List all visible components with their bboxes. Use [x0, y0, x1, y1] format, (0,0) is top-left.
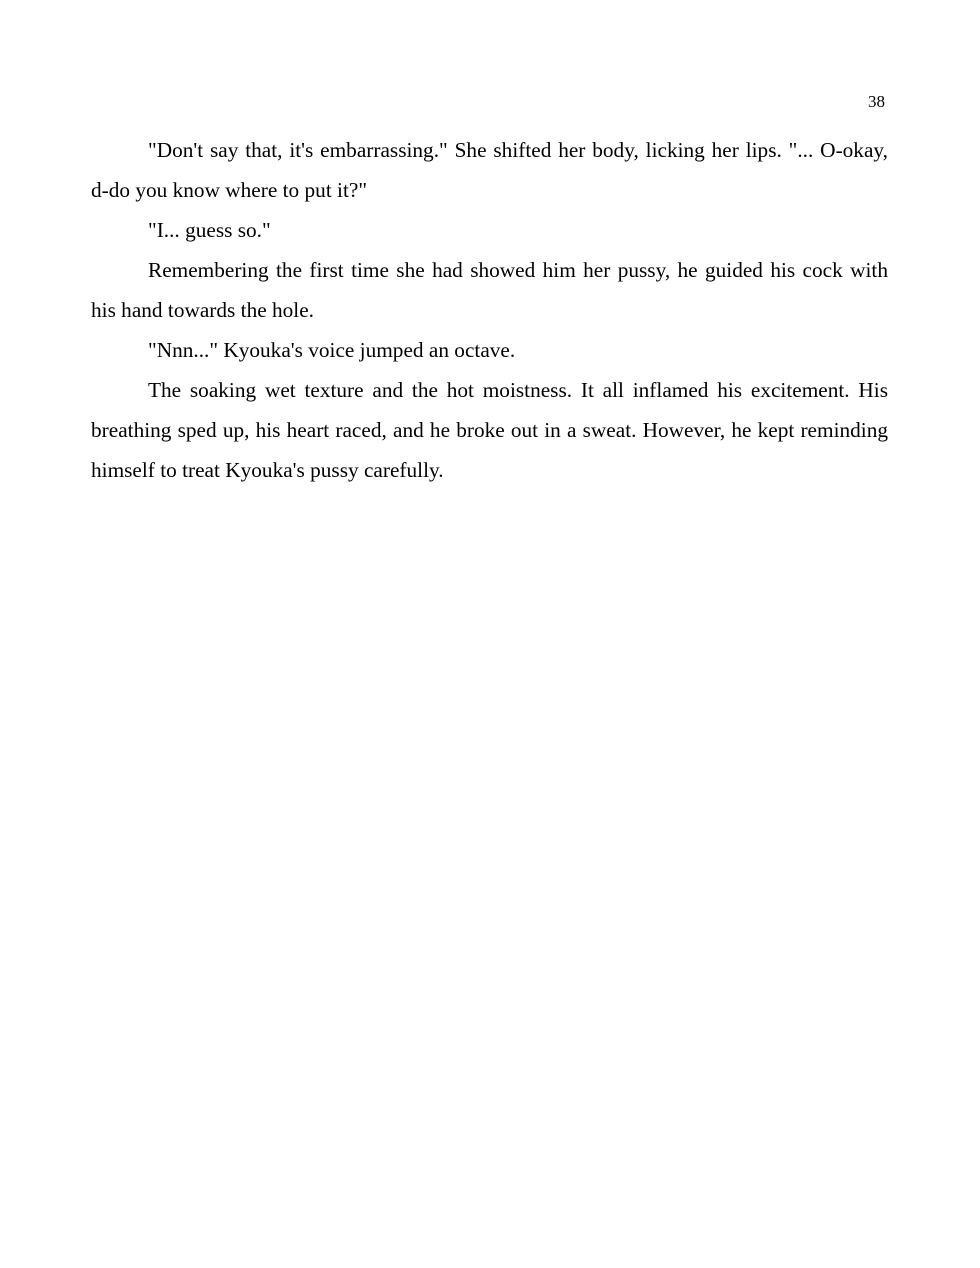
paragraph: "Don't say that, it's embarrassing." She shifted her body, licking her lips. "... O-okay, d-do you know where to put it?" — [91, 138, 888, 202]
paragraph: Remembering the first time she had showed him her pussy, he guided his cock with his hand towards the hole. — [91, 258, 888, 322]
page-number: 38 — [868, 92, 885, 111]
paragraph: "I... guess so." — [148, 218, 271, 242]
body-text — [91, 130, 888, 490]
paragraph: "Nnn..." Kyouka's voice jumped an octave. — [148, 338, 516, 362]
paragraph: The soaking wet texture and the hot moistness. It all inflamed his excitement. His breathing sped up, his heart raced, and he broke out in a sweat. However, he kept reminding himself to treat Kyouka's pussy carefully. — [91, 378, 888, 482]
